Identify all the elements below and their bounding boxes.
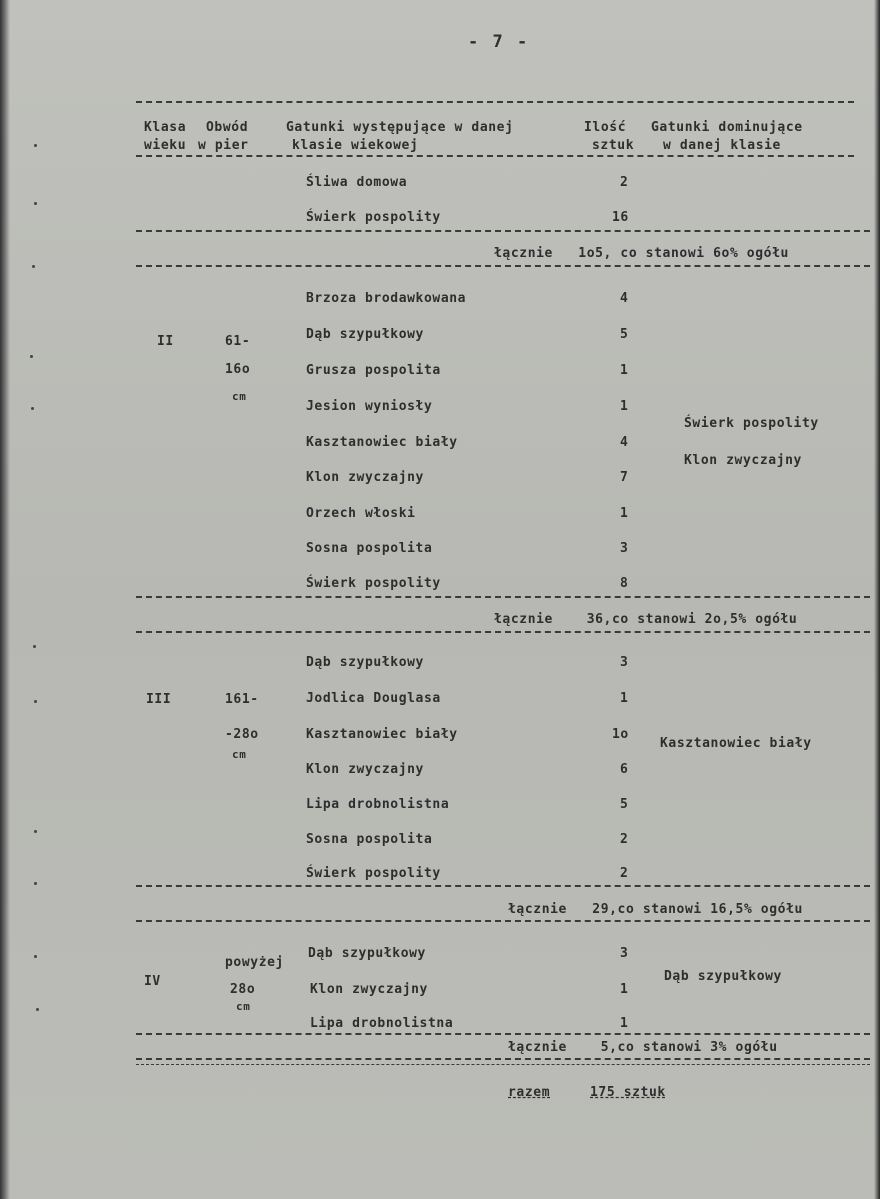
species-name: Dąb szypułkowy [306,327,424,342]
header-species-label-2: klasie wiekowej [292,138,419,153]
girth-range: -28o [225,727,259,742]
species-name: Dąb szypułkowy [306,655,424,670]
species-count: 4 [620,291,629,306]
species-name: Sosna pospolita [306,541,433,556]
table-top-rule [136,101,854,103]
margin-mark [34,144,37,147]
dominant-species: Świerk pospolity [684,416,819,431]
header-girth-label-2: w pier [198,138,249,153]
group-total-rule [136,1058,870,1060]
margin-mark [30,355,33,358]
girth-range: 16o [225,362,251,377]
girth-unit: cm [232,748,247,761]
species-count: 2 [620,175,629,190]
species-count: 1 [620,982,629,997]
species-name: Lipa drobnolistna [310,1016,454,1031]
species-name: Kasztanowiec biały [306,435,458,450]
species-name: Śliwa domowa [306,175,408,190]
species-count: 1 [620,691,629,706]
species-count: 3 [620,655,629,670]
species-count: 3 [620,946,629,961]
species-count: 6 [620,762,629,777]
species-count: 3 [620,541,629,556]
group-rule [136,230,870,232]
species-count: 1 [620,506,629,521]
species-name: Świerk pospolity [306,866,441,881]
species-count: 2 [620,866,629,881]
girth-unit: cm [232,390,247,403]
header-bottom-rule [136,155,854,157]
species-name: Dąb szypułkowy [308,946,426,961]
header-class-label: Klasa [144,120,187,135]
margin-mark [32,265,35,268]
species-count: 5 [620,797,629,812]
header-girth-label: Obwód [206,120,249,135]
group-total: łącznie 5,co stanowi 3% ogółu [508,1040,778,1055]
species-name: Sosna pospolita [306,832,433,847]
girth-range: 161- [225,692,259,707]
grand-total-value: 175 sztuk [590,1085,666,1100]
species-name: Brzoza brodawkowana [306,291,467,306]
species-name: Klon zwyczajny [310,982,428,997]
dominant-species: Klon zwyczajny [684,453,802,468]
header-dominant-label-2: w danej klasie [663,138,781,153]
species-name: Jesion wyniosły [306,399,433,414]
species-count: 5 [620,327,629,342]
group-total: łącznie 36,co stanowi 2o,5% ogółu [494,612,798,627]
margin-mark [34,700,37,703]
header-class-label-2: wieku [144,138,187,153]
group-total-rule [136,631,870,633]
group-rule [136,1033,870,1035]
scan-right-edge [874,0,880,1199]
margin-mark [36,1008,39,1011]
species-name: Kasztanowiec biały [306,727,458,742]
page-number: - 7 - [468,32,530,52]
margin-mark [34,882,37,885]
species-count: 1o [612,727,629,742]
group-total: łącznie 29,co stanowi 16,5% ogółu [508,902,803,917]
header-count-label: Ilość [584,120,627,135]
species-name: Orzech włoski [306,506,416,521]
grand-total-label: razem [508,1085,551,1100]
scan-left-edge [0,0,10,1199]
species-count: 1 [620,363,629,378]
header-dominant-label: Gatunki dominujące [651,120,803,135]
species-name: Lipa drobnolistna [306,797,450,812]
dominant-species: Kasztanowiec biały [660,736,812,751]
species-count: 7 [620,470,629,485]
group-total-rule [136,920,870,922]
species-count: 4 [620,435,629,450]
species-name: Klon zwyczajny [306,762,424,777]
age-class: II [157,334,174,349]
group-total-rule [136,265,870,267]
header-count-label-2: sztuk [592,138,635,153]
header-species-label: Gatunki występujące w danej [286,120,514,135]
group-rule [136,596,870,598]
girth-range: 61- [225,334,251,349]
species-name: Klon zwyczajny [306,470,424,485]
margin-mark [33,645,36,648]
table-bottom-rule [136,1064,870,1065]
species-name: Świerk pospolity [306,576,441,591]
species-name: Grusza pospolita [306,363,441,378]
girth-unit: cm [236,1000,251,1013]
margin-mark [31,407,34,410]
species-count: 16 [612,210,629,225]
species-count: 1 [620,399,629,414]
margin-mark [34,202,37,205]
dominant-species: Dąb szypułkowy [664,969,782,984]
girth-range: powyżej [225,955,284,970]
age-class: III [146,692,172,707]
species-count: 8 [620,576,629,591]
margin-mark [34,830,37,833]
age-class: IV [144,974,161,989]
group-total: łącznie 1o5, co stanowi 6o% ogółu [494,246,789,261]
group-rule [136,885,870,887]
species-name: Jodlica Douglasa [306,691,441,706]
species-count: 1 [620,1016,629,1031]
margin-mark [34,955,37,958]
species-name: Świerk pospolity [306,210,441,225]
girth-range: 28o [230,982,256,997]
species-count: 2 [620,832,629,847]
